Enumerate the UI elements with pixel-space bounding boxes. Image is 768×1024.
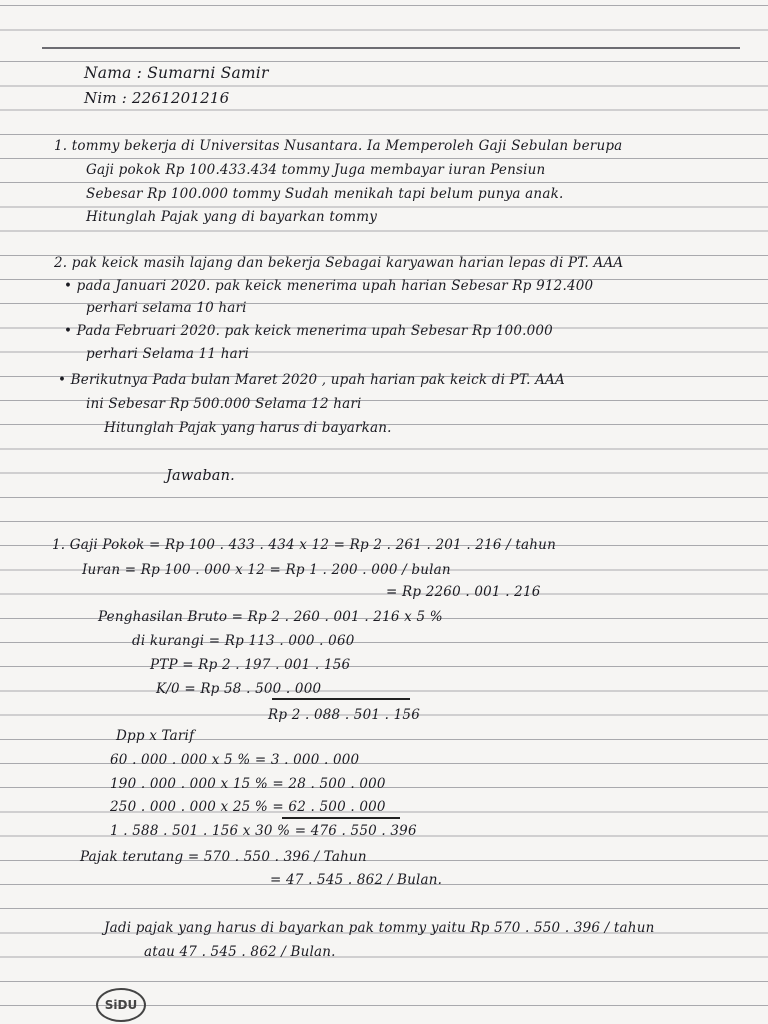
dpp-tarif-heading: Dpp x Tarif [116, 728, 195, 744]
q2-line-4: • Pada Februari 2020. pak keick menerima upah Sebesar Rp 100.000 [64, 323, 553, 339]
iuran-result: = Rp 2260 . 001 . 216 [386, 584, 541, 600]
dikurangi-line: di kurangi = Rp 113 . 000 . 060 [132, 633, 355, 649]
tarif-row-3: 250 . 000 . 000 x 25 % = 62 . 500 . 000 [110, 799, 386, 815]
q2-line-5: perhari Selama 11 hari [86, 346, 250, 362]
logo-text: SiDU [104, 998, 138, 1012]
iuran-line: Iuran = Rp 100 . 000 x 12 = Rp 1 . 200 . 000 / bulan [82, 562, 451, 578]
notebook-brand-logo [96, 988, 146, 1022]
q2-line-7: ini Sebesar Rp 500.000 Selama 12 hari [86, 396, 362, 412]
q1-line-4: Hitunglah Pajak yang di bayarkan tommy [86, 209, 378, 225]
q2-line-2: • pada Januari 2020. pak keick menerima upah harian Sebesar Rp 912.400 [64, 278, 594, 294]
top-rule [42, 47, 740, 49]
conclusion-line-2: atau 47 . 545 . 862 / Bulan. [144, 944, 336, 960]
answer-heading: Jawaban. [166, 468, 235, 484]
k10-line: K/0 = Rp 58 . 500 . 000 [156, 681, 322, 697]
pajak-terutang-line: Pajak terutang = 570 . 550 . 396 / Tahun [80, 849, 367, 865]
tarif-underline [282, 817, 400, 819]
student-name: Nama : Sumarni Samir [84, 64, 269, 82]
pkp-line: Rp 2 . 088 . 501 . 156 [268, 707, 421, 723]
q2-line-6: • Berikutnya Pada bulan Maret 2020 , upah harian pak keick di PT. AAA [58, 372, 565, 388]
tarif-row-1: 60 . 000 . 000 x 5 % = 3 . 000 . 000 [110, 752, 360, 768]
sum-underline [272, 698, 410, 700]
bruto-line: Penghasilan Bruto = Rp 2 . 260 . 001 . 216 x 5 % [98, 609, 443, 625]
q1-line-3: Sebesar Rp 100.000 tommy Sudah menikah tapi belum punya anak. [86, 186, 564, 202]
q2-line-3: perhari selama 10 hari [86, 300, 247, 316]
q2-line-1: 2. pak keick masih lajang dan bekerja Sebagai karyawan harian lepas di PT. AAA [54, 255, 624, 271]
gaji-pokok-line: 1. Gaji Pokok = Rp 100 . 433 . 434 x 12 = Rp 2 . 261 . 201 . 216 / tahun [52, 537, 556, 553]
ptp-line: PTP = Rp 2 . 197 . 001 . 156 [150, 657, 351, 673]
student-nim: Nim : 2261201216 [84, 89, 230, 107]
q1-line-1: 1. tommy bekerja di Universitas Nusantara. Ia Memperoleh Gaji Sebulan berupa [54, 138, 623, 154]
pajak-bulan-line: = 47 . 545 . 862 / Bulan. [270, 872, 443, 888]
q1-line-2: Gaji pokok Rp 100.433.434 tommy Juga membayar iuran Pensiun [86, 162, 546, 178]
conclusion-line-1: Jadi pajak yang harus di bayarkan pak tommy yaitu Rp 570 . 550 . 396 / tahun [104, 920, 655, 936]
q2-line-8: Hitunglah Pajak yang harus di bayarkan. [104, 420, 392, 436]
tarif-row-2: 190 . 000 . 000 x 15 % = 28 . 500 . 000 [110, 776, 386, 792]
tarif-row-4: 1 . 588 . 501 . 156 x 30 % = 476 . 550 . 396 [110, 823, 417, 839]
